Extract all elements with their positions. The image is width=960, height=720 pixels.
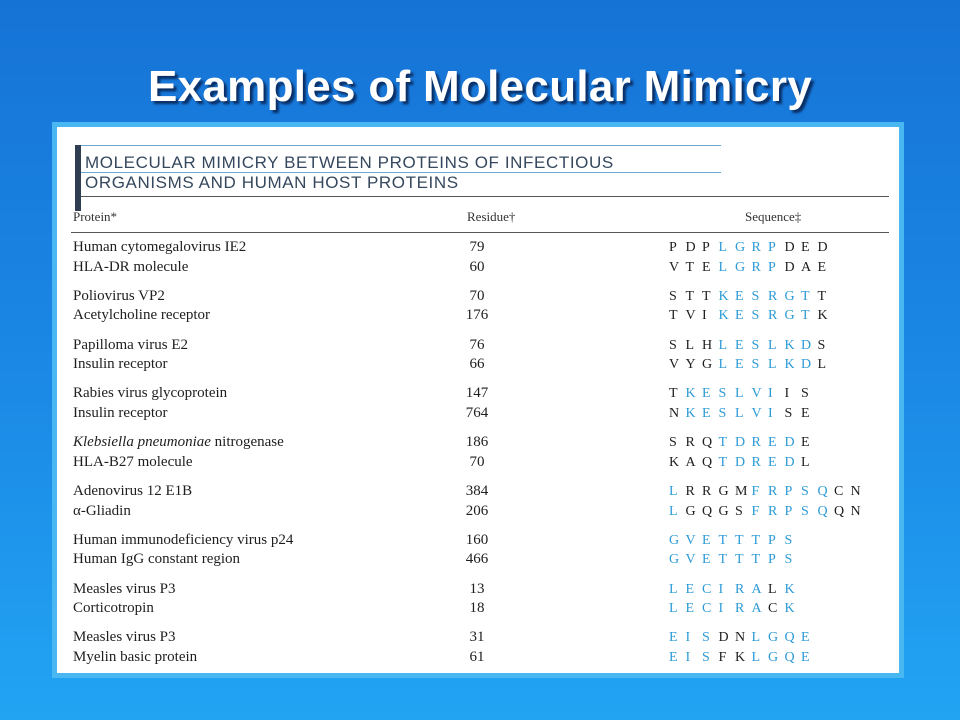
table-row — [57, 259, 899, 279]
residue-letter-match: E — [768, 435, 777, 451]
residue-letter-match: L — [768, 337, 777, 353]
residue-letter: P — [702, 240, 710, 255]
residue-letter: P — [669, 240, 677, 255]
residue-letter-match: T — [751, 532, 761, 548]
residue-letter-match: S — [751, 357, 760, 373]
residue-letter: D — [685, 240, 696, 255]
residue-letter-match: T — [751, 552, 761, 568]
residue-letter-match: L — [751, 650, 761, 665]
protein-name: Adenovirus 12 E1B — [73, 483, 193, 499]
residue-letter-match: D — [784, 435, 795, 451]
heading-rule — [81, 196, 889, 197]
residue-letter-match: R — [735, 601, 745, 617]
residue-letter-match: R — [768, 308, 778, 324]
residue-letter-match: E — [702, 552, 711, 568]
table-panel — [52, 122, 904, 678]
residue-letter-match: L — [718, 240, 728, 255]
sequence — [669, 337, 834, 354]
residue-letter-match: L — [669, 601, 678, 617]
residue-letter-match: G — [669, 552, 680, 568]
sequence — [669, 503, 867, 520]
residue-letter-match: E — [702, 532, 711, 548]
residue-letter: D — [817, 240, 828, 255]
table-row — [57, 532, 899, 552]
protein-name-italic: Klebsiella pneumoniae — [73, 434, 211, 451]
residue-letter-match: K — [784, 601, 795, 617]
residue-letter-match: T — [735, 532, 744, 548]
residue-letter: S — [735, 503, 743, 519]
table-row — [57, 337, 899, 357]
residue-letter-match: Q — [784, 650, 795, 665]
residue-letter-match: D — [801, 337, 812, 353]
protein-name: Measles virus P3 — [73, 629, 176, 646]
protein-name: Human immunodeficiency virus p24 — [73, 531, 294, 548]
residue-letter-match: I — [768, 406, 773, 421]
sequence — [669, 288, 834, 305]
residue-letter: V — [685, 308, 696, 324]
protein-name-rest: nitrogenase — [210, 434, 284, 451]
residue-letter-match: D — [735, 435, 746, 451]
residue-letter-match: S — [702, 650, 710, 665]
heading-line-2: ORGANISMS AND HUMAN HOST PROTEINS — [85, 173, 459, 192]
sequence — [669, 405, 818, 422]
residue-number: 61 — [469, 649, 485, 665]
residue-letter-match: E — [735, 337, 744, 353]
residue-letter-match: P — [768, 532, 776, 548]
residue-letter-match: E — [801, 650, 810, 665]
sequence — [669, 454, 818, 471]
residue-letter-match: Q — [817, 484, 828, 499]
sequence — [669, 307, 834, 324]
residue-letter-match: C — [702, 581, 712, 597]
residue-letter: V — [669, 259, 680, 275]
residue-letter-match: G — [784, 308, 795, 324]
residue-letter-match: I — [685, 650, 691, 665]
residue-letter-match: L — [669, 484, 678, 499]
heading-text — [85, 153, 614, 193]
residue-letter: S — [801, 386, 809, 402]
residue-letter-match: R — [751, 240, 761, 255]
residue-letter: S — [784, 406, 793, 421]
residue-letter: G — [685, 503, 696, 519]
residue-letter-match: R — [735, 581, 745, 597]
residue-letter: K — [735, 650, 746, 665]
residue-letter-match: V — [685, 552, 696, 568]
table-row — [57, 434, 899, 454]
residue-letter-match: E — [669, 630, 678, 646]
protein-name: Papilloma virus E2 — [73, 336, 188, 353]
residue-number: 79 — [469, 239, 485, 255]
residue-letter: N — [669, 406, 680, 421]
sequence — [669, 434, 818, 451]
sequence — [669, 239, 834, 256]
protein-name: Insulin receptor — [73, 405, 168, 421]
protein-name: Acetylcholine receptor — [73, 307, 211, 324]
residue-number: 76 — [469, 336, 485, 353]
residue-letter-match: G — [735, 259, 746, 275]
residue-letter-match: K — [685, 406, 696, 421]
residue-number: 66 — [469, 356, 485, 373]
protein-name: HLA-DR molecule — [73, 258, 189, 275]
residue-letter-match: K — [685, 386, 696, 402]
residue-letter-match: G — [669, 532, 680, 548]
residue-letter-match: V — [751, 386, 762, 402]
residue-letter: L — [801, 454, 810, 470]
residue-letter-match: E — [735, 357, 744, 373]
residue-letter: T — [685, 288, 695, 304]
residue-letter-match: L — [768, 357, 777, 373]
table-row — [57, 649, 899, 669]
residue-letter-match: S — [784, 552, 793, 568]
residue-number: 13 — [469, 580, 485, 597]
sequence — [669, 259, 834, 276]
residue-letter-match: S — [718, 386, 727, 402]
protein-name: HLA-B27 molecule — [73, 453, 193, 470]
residue-letter-match: T — [718, 454, 728, 470]
residue-letter: N — [735, 630, 746, 646]
sequence — [669, 629, 818, 646]
protein-name: Rabies virus glycoprotein — [73, 385, 228, 402]
residue-letter-match: S — [801, 484, 809, 499]
protein-name — [73, 434, 284, 451]
residue-letter-match: T — [735, 552, 744, 568]
residue-letter-match: E — [685, 601, 695, 617]
residue-letter: I — [702, 308, 707, 324]
residue-letter-match: E — [735, 308, 744, 324]
table-row — [57, 307, 899, 327]
residue-letter-match: C — [702, 601, 712, 617]
table-heading — [75, 139, 725, 192]
table-row — [57, 288, 899, 308]
residue-letter: Q — [702, 454, 713, 470]
residue-letter-match: D — [784, 454, 795, 470]
residue-letter-match: R — [751, 259, 761, 275]
residue-letter-match: S — [784, 532, 793, 548]
residue-letter-match: Q — [817, 503, 828, 519]
table-row — [57, 551, 899, 571]
residue-letter-match: L — [718, 337, 728, 353]
residue-letter: A — [685, 454, 696, 470]
residue-letter: R — [702, 484, 712, 499]
residue-number: 31 — [469, 629, 485, 646]
protein-name: Poliovirus VP2 — [73, 287, 165, 304]
column-header-sequence: Sequence‡ — [745, 209, 802, 224]
heading-top-line — [81, 145, 721, 146]
residue-letter: T — [685, 259, 695, 275]
residue-number: 147 — [465, 385, 489, 402]
residue-letter-match: L — [735, 386, 744, 402]
residue-letter-match: D — [735, 454, 746, 470]
residue-letter: I — [784, 386, 790, 402]
residue-letter: D — [784, 240, 795, 255]
residue-number: 60 — [469, 258, 485, 275]
table-row — [57, 405, 899, 425]
residue-letter-match: R — [751, 435, 761, 451]
residue-letter-match: K — [718, 288, 729, 304]
residue-letter-match: S — [751, 308, 760, 324]
sequence — [669, 551, 801, 568]
residue-letter-match: I — [685, 630, 691, 646]
table-row — [57, 356, 899, 376]
header-rule — [71, 232, 889, 233]
residue-letter-match: K — [784, 337, 795, 353]
residue-letter: Q — [702, 503, 713, 519]
residue-letter-match: L — [735, 406, 744, 421]
residue-letter-match: E — [669, 650, 678, 665]
protein-name: Insulin receptor — [73, 356, 168, 373]
heading-line-1: MOLECULAR MIMICRY BETWEEN PROTEINS OF INFECTIOUS — [85, 153, 614, 172]
residue-letter: T — [817, 288, 827, 304]
residue-letter-match: T — [718, 552, 728, 568]
residue-letter: G — [702, 357, 713, 373]
protein-name: α-Gliadin — [73, 502, 131, 519]
residue-letter-match: L — [669, 503, 678, 519]
residue-letter: L — [768, 581, 777, 597]
residue-letter: E — [801, 240, 810, 255]
residue-letter: D — [784, 259, 795, 275]
residue-number: 70 — [469, 287, 485, 304]
residue-letter-match: L — [669, 581, 678, 597]
residue-letter-match: V — [751, 406, 762, 421]
residue-letter: G — [718, 484, 729, 499]
residue-letter-match: I — [718, 601, 724, 617]
residue-letter: D — [718, 630, 729, 646]
residue-letter-match: V — [685, 532, 696, 548]
residue-letter: E — [817, 259, 827, 275]
residue-number: 764 — [465, 405, 489, 421]
residue-letter-match: K — [718, 308, 729, 324]
protein-name: Human IgG constant region — [73, 551, 241, 568]
residue-letter: Y — [685, 357, 696, 373]
residue-letter: N — [850, 484, 861, 499]
residue-letter: S — [669, 288, 677, 304]
residue-letter-match: R — [768, 484, 778, 499]
residue-letter: C — [834, 484, 844, 499]
sequence — [669, 581, 801, 598]
residue-letter: E — [801, 406, 810, 421]
residue-letter-match: S — [751, 337, 760, 353]
residue-letter: L — [817, 357, 827, 373]
residue-letter: T — [669, 308, 678, 324]
residue-letter-match: I — [768, 386, 773, 402]
heading-accent-bar — [75, 145, 81, 211]
column-header-residue: Residue† — [467, 209, 516, 224]
residue-letter-match: E — [735, 288, 744, 304]
residue-letter: S — [669, 435, 677, 451]
residue-letter: S — [817, 337, 826, 353]
sequence — [669, 532, 801, 549]
residue-letter: R — [685, 484, 695, 499]
table-row — [57, 581, 899, 601]
residue-letter-match: R — [768, 503, 778, 519]
residue-letter-match: Q — [784, 630, 795, 646]
residue-letter: K — [669, 454, 680, 470]
residue-letter-match: R — [768, 288, 778, 304]
residue-letter-match: L — [751, 630, 761, 646]
residue-letter-match: E — [801, 630, 810, 646]
residue-letter-match: G — [768, 650, 779, 665]
residue-letter: T — [669, 386, 678, 402]
residue-letter-match: E — [768, 454, 777, 470]
sequence — [669, 483, 867, 500]
residue-letter-match: L — [718, 259, 728, 275]
table-row — [57, 239, 899, 259]
residue-letter: Q — [834, 503, 845, 519]
table-row — [57, 483, 899, 503]
residue-letter-match: T — [801, 288, 810, 304]
residue-letter-match: E — [685, 581, 695, 597]
residue-letter: V — [669, 357, 680, 373]
table-row — [57, 454, 899, 474]
residue-letter-match: T — [718, 435, 728, 451]
sequence — [669, 600, 801, 617]
protein-name: Human cytomegalovirus IE2 — [73, 239, 247, 255]
residue-letter: A — [801, 259, 812, 275]
residue-number: 384 — [465, 483, 489, 499]
table-row — [57, 385, 899, 405]
residue-letter: H — [702, 337, 713, 353]
sequence — [669, 385, 818, 402]
residue-letter-match: F — [751, 503, 760, 519]
residue-letter-match: P — [768, 240, 776, 255]
residue-letter-match: P — [784, 503, 793, 519]
residue-letter-match: E — [702, 386, 711, 402]
residue-letter-match: G — [768, 630, 779, 646]
residue-letter-match: S — [718, 406, 727, 421]
protein-name: Myelin basic protein — [73, 649, 198, 665]
residue-letter-match: T — [801, 308, 810, 324]
protein-name: Measles virus P3 — [73, 580, 176, 597]
residue-letter: F — [718, 650, 727, 665]
residue-letter-match: I — [718, 581, 724, 597]
residue-letter: R — [685, 435, 695, 451]
residue-number: 160 — [465, 531, 489, 548]
slide-title: Examples of Molecular Mimicry — [147, 62, 813, 111]
residue-letter: L — [685, 337, 695, 353]
table-row — [57, 503, 899, 523]
residue-letter-match: P — [784, 484, 793, 499]
residue-letter-match: T — [718, 532, 728, 548]
residue-number: 18 — [469, 600, 485, 617]
residue-letter-match: S — [801, 503, 809, 519]
residue-letter-match: P — [768, 552, 776, 568]
residue-letter: N — [850, 503, 861, 519]
residue-letter-match: K — [784, 581, 795, 597]
table-row — [57, 629, 899, 649]
residue-letter-match: L — [718, 357, 728, 373]
residue-letter-match: K — [784, 357, 795, 373]
residue-letter-match: P — [768, 259, 776, 275]
residue-number: 176 — [465, 307, 489, 324]
residue-letter: E — [801, 435, 810, 451]
residue-letter-match: A — [751, 601, 762, 617]
protein-name: Corticotropin — [73, 600, 154, 617]
residue-letter-match: G — [735, 240, 746, 255]
table-row — [57, 600, 899, 620]
residue-letter-match: G — [784, 288, 795, 304]
residue-letter: M — [735, 484, 748, 499]
residue-number: 206 — [465, 502, 489, 519]
residue-letter-match: A — [751, 581, 762, 597]
residue-letter: E — [702, 259, 711, 275]
residue-letter: S — [669, 337, 677, 353]
residue-letter-match: S — [702, 630, 710, 646]
residue-letter-match: F — [751, 484, 760, 499]
residue-letter-match: R — [751, 454, 761, 470]
residue-letter: C — [768, 601, 778, 617]
column-header-protein: Protein* — [73, 209, 118, 224]
residue-letter: T — [702, 288, 711, 304]
residue-letter: K — [817, 308, 828, 324]
residue-letter-match: D — [801, 357, 812, 373]
residue-letter: Q — [702, 435, 713, 451]
residue-letter-match: E — [702, 406, 711, 421]
residue-number: 70 — [469, 453, 485, 470]
sequence — [669, 649, 818, 666]
residue-letter: G — [718, 503, 729, 519]
residue-number: 466 — [465, 551, 489, 568]
residue-letter-match: S — [751, 288, 760, 304]
sequence — [669, 356, 834, 373]
residue-number: 186 — [465, 434, 489, 451]
